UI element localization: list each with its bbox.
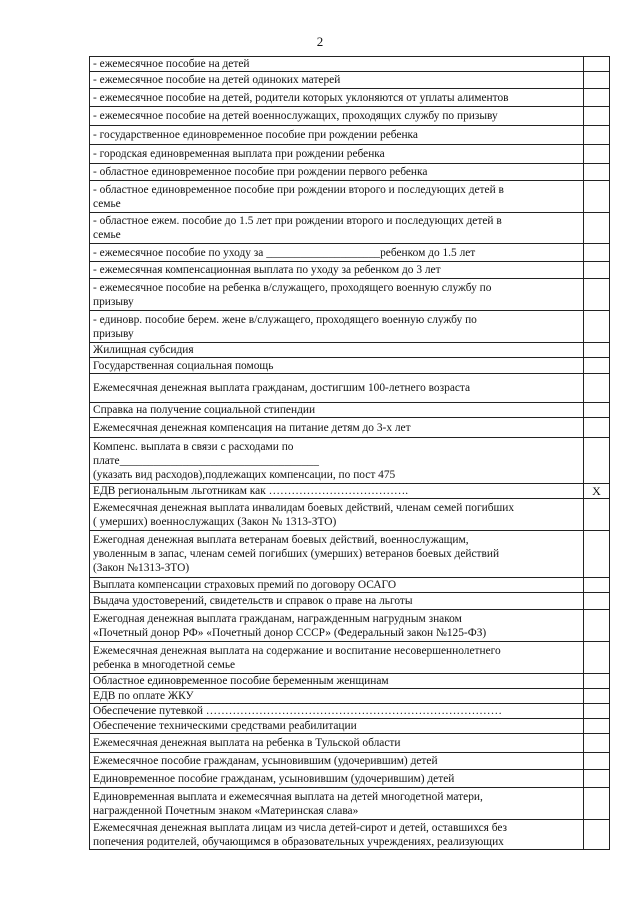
benefit-cell bbox=[90, 642, 584, 674]
benefits-table bbox=[89, 56, 610, 850]
selection-mark-cell[interactable] bbox=[584, 704, 610, 719]
benefit-cell bbox=[90, 674, 584, 689]
table-row bbox=[90, 343, 610, 358]
table-row bbox=[90, 358, 610, 374]
table-row bbox=[90, 734, 610, 753]
benefit-line: ЕДВ региональным льготникам как ………………………………. bbox=[93, 485, 409, 497]
table-row bbox=[90, 262, 610, 279]
benefit-line: Областное единовременное пособие беременным женщинам bbox=[93, 675, 389, 687]
benefit-line: Ежегодная денежная выплата ветеранам боевых действий, военнослужащим, bbox=[93, 534, 469, 546]
benefit-cell bbox=[90, 610, 584, 642]
table-row bbox=[90, 593, 610, 610]
benefit-cell bbox=[90, 126, 584, 145]
benefit-cell bbox=[90, 499, 584, 531]
benefit-cell bbox=[90, 181, 584, 213]
benefit-line: «Почетный донор РФ» «Почетный донор СССР» (Федеральный закон №125-ФЗ) bbox=[93, 626, 487, 639]
selection-mark-cell[interactable] bbox=[584, 418, 610, 438]
benefit-cell bbox=[90, 704, 584, 719]
benefit-cell bbox=[90, 770, 584, 788]
benefit-cell bbox=[90, 57, 584, 72]
selection-mark-cell[interactable] bbox=[584, 820, 610, 850]
benefit-line: семье bbox=[93, 197, 121, 210]
benefit-cell bbox=[90, 531, 584, 578]
table-row bbox=[90, 820, 610, 850]
table-row bbox=[90, 642, 610, 674]
benefit-cell bbox=[90, 262, 584, 279]
benefit-line: - ежемесячное пособие на детей bbox=[93, 58, 250, 70]
benefit-cell bbox=[90, 145, 584, 164]
benefit-line: Ежемесячная денежная выплата гражданам, достигшим 100-летнего возраста bbox=[93, 382, 471, 394]
table-row bbox=[90, 145, 610, 164]
table-row bbox=[90, 126, 610, 145]
selection-mark-cell[interactable] bbox=[584, 244, 610, 262]
benefit-line: Ежемесячная денежная выплата на содержание и воспитание несовершеннолетнего bbox=[93, 644, 501, 657]
selection-mark-cell[interactable] bbox=[584, 770, 610, 788]
benefit-cell bbox=[90, 164, 584, 181]
benefit-cell bbox=[90, 311, 584, 343]
page-number: 2 bbox=[316, 34, 324, 49]
benefit-line: - государственное единовременное пособие при рождении ребенка bbox=[93, 129, 418, 141]
benefit-line: Ежемесячная денежная компенсация на питание детям до 3-х лет bbox=[93, 421, 411, 434]
table-row bbox=[90, 89, 610, 107]
table-row bbox=[90, 72, 610, 89]
table-row bbox=[90, 484, 610, 499]
benefit-line: призыву bbox=[93, 327, 134, 340]
table-row bbox=[90, 181, 610, 213]
selection-mark-cell[interactable] bbox=[584, 126, 610, 145]
selection-mark-cell[interactable] bbox=[584, 689, 610, 704]
benefit-line: ребенка в многодетной семье bbox=[93, 658, 236, 671]
selection-mark-cell[interactable] bbox=[584, 89, 610, 107]
selection-mark-cell[interactable] bbox=[584, 164, 610, 181]
selection-mark-cell[interactable] bbox=[584, 578, 610, 593]
table-row bbox=[90, 499, 610, 531]
benefit-line: - ежемесячное пособие на ребенка в/служащего, проходящего военную службу по bbox=[93, 281, 492, 294]
benefit-line: - ежемесячное пособие на детей одиноких матерей bbox=[93, 74, 341, 86]
benefit-line: Обеспечение путевкой …………………………………………………………………… bbox=[93, 705, 502, 717]
table-row bbox=[90, 244, 610, 262]
benefit-line: ( умерших) военнослужащих (Закон № 1313-ЗТО) bbox=[93, 515, 337, 528]
benefit-line: - ежемесячное пособие на детей, родители которых уклоняются от уплаты алиментов bbox=[93, 91, 509, 104]
selection-mark-cell[interactable] bbox=[584, 734, 610, 753]
benefit-cell bbox=[90, 418, 584, 438]
benefit-line: плате___________________________________ bbox=[93, 454, 319, 467]
table-row bbox=[90, 418, 610, 438]
table-row bbox=[90, 57, 610, 72]
benefit-line: Жилищная субсидия bbox=[93, 344, 194, 356]
benefit-line: (указать вид расходов),подлежащих компенсации, по пост 475 bbox=[93, 468, 396, 481]
selection-mark-cell[interactable] bbox=[584, 213, 610, 244]
selection-mark-cell[interactable] bbox=[584, 107, 610, 126]
benefit-line: Компенс. выплата в связи с расходами по bbox=[93, 440, 294, 453]
benefit-cell bbox=[90, 72, 584, 89]
benefit-line: Единовременная выплата и ежемесячная выплата на детей многодетной матери, bbox=[93, 790, 483, 803]
benefit-cell bbox=[90, 719, 584, 734]
table-row bbox=[90, 531, 610, 578]
benefit-line: - единовр. пособие берем. жене в/служащего, проходящего военную службу по bbox=[93, 313, 477, 326]
selection-mark-cell[interactable] bbox=[584, 311, 610, 343]
selection-mark-cell[interactable] bbox=[584, 531, 610, 578]
selection-mark-cell[interactable] bbox=[584, 788, 610, 820]
benefit-cell bbox=[90, 403, 584, 418]
table-row bbox=[90, 610, 610, 642]
benefit-line: Ежемесячная денежная выплата инвалидам боевых действий, членам семей погибших bbox=[93, 501, 515, 514]
table-row bbox=[90, 403, 610, 418]
table-row bbox=[90, 719, 610, 734]
benefit-line: Обеспечение техническими средствами реабилитации bbox=[93, 720, 357, 732]
selection-mark-cell[interactable] bbox=[584, 438, 610, 484]
selection-mark-cell[interactable] bbox=[584, 279, 610, 311]
benefit-line: - ежемесячное пособие на детей военнослужащих, проходящих службу по призыву bbox=[93, 110, 498, 122]
benefits-table-body bbox=[90, 57, 610, 850]
benefit-line: семье bbox=[93, 229, 121, 241]
benefit-cell bbox=[90, 279, 584, 311]
benefit-cell bbox=[90, 788, 584, 820]
benefit-cell bbox=[90, 438, 584, 484]
benefit-line: ЕДВ по оплате ЖКУ bbox=[93, 690, 194, 702]
table-row bbox=[90, 374, 610, 403]
benefit-cell bbox=[90, 244, 584, 262]
benefit-cell bbox=[90, 107, 584, 126]
benefit-line: Государственная социальная помощь bbox=[93, 359, 274, 372]
selection-mark-cell[interactable] bbox=[584, 57, 610, 72]
selection-mark-cell[interactable] bbox=[584, 403, 610, 418]
selection-mark-cell[interactable] bbox=[584, 72, 610, 89]
benefit-cell bbox=[90, 578, 584, 593]
benefit-cell bbox=[90, 89, 584, 107]
benefit-line: уволенным в запас, членам семей погибших (умерших) ветеранов боевых действий bbox=[93, 548, 500, 560]
benefit-cell bbox=[90, 689, 584, 704]
benefit-line: попечения родителей, обучающимся в образовательных учреждениях, реализующих bbox=[93, 835, 504, 848]
benefit-line: Выплата компенсации страховых премий по договору ОСАГО bbox=[93, 579, 397, 591]
selection-mark-cell[interactable] bbox=[584, 145, 610, 164]
benefit-line: - ежемесячное пособие по уходу за ____________________ребенком до 1.5 лет bbox=[93, 246, 476, 259]
table-row bbox=[90, 311, 610, 343]
benefit-line: Ежегодная денежная выплата гражданам, награжденным нагрудным знаком bbox=[93, 612, 462, 625]
benefit-cell bbox=[90, 820, 584, 850]
selection-mark-cell[interactable] bbox=[584, 343, 610, 358]
table-row bbox=[90, 704, 610, 719]
benefit-line: - городская единовременная выплата при рождении ребенка bbox=[93, 148, 385, 160]
table-row bbox=[90, 788, 610, 820]
benefit-line: Ежемесячная денежная выплата на ребенка в Тульской области bbox=[93, 737, 401, 749]
benefit-cell bbox=[90, 734, 584, 753]
selection-mark-cell[interactable] bbox=[584, 374, 610, 403]
benefit-line: Выдача удостоверений, свидетельств и справок о праве на льготы bbox=[93, 595, 413, 607]
table-row bbox=[90, 438, 610, 484]
selection-mark-cell[interactable] bbox=[584, 642, 610, 674]
selection-mark-cell[interactable] bbox=[584, 610, 610, 642]
selection-mark-cell[interactable] bbox=[584, 674, 610, 689]
table-row bbox=[90, 689, 610, 704]
benefit-line: (Закон №1313-ЗТО) bbox=[93, 562, 190, 574]
benefit-line: призыву bbox=[93, 295, 134, 308]
benefit-line: Ежемесячная денежная выплата лицам из числа детей-сирот и детей, оставшихся без bbox=[93, 821, 508, 834]
benefit-cell bbox=[90, 484, 584, 499]
benefit-cell bbox=[90, 213, 584, 244]
table-row bbox=[90, 578, 610, 593]
table-row bbox=[90, 753, 610, 770]
benefit-cell bbox=[90, 358, 584, 374]
table-row bbox=[90, 107, 610, 126]
selection-mark-cell[interactable] bbox=[584, 719, 610, 734]
table-row bbox=[90, 770, 610, 788]
benefit-line: - ежемесячная компенсационная выплата по уходу за ребенком до 3 лет bbox=[93, 264, 441, 276]
benefit-line: Справка на получение социальной стипендии bbox=[93, 404, 316, 416]
benefit-line: - областное ежем. пособие до 1.5 лет при рождении второго и последующих детей в bbox=[93, 215, 502, 227]
selection-mark-cell[interactable] bbox=[584, 593, 610, 610]
benefit-line: - областное единовременное пособие при рождении первого ребенка bbox=[93, 166, 428, 178]
benefit-line: Единовременное пособие гражданам, усыновившим (удочерившим) детей bbox=[93, 772, 455, 785]
table-row bbox=[90, 674, 610, 689]
selection-mark-cell[interactable] bbox=[584, 753, 610, 770]
benefit-line: награжденной Почетным знаком «Материнская слава» bbox=[93, 804, 359, 817]
benefit-line: Ежемесячное пособие гражданам, усыновившим (удочерившим) детей bbox=[93, 755, 438, 767]
selection-mark-cell[interactable] bbox=[584, 499, 610, 531]
benefit-line: - областное единовременное пособие при рождении второго и последующих детей в bbox=[93, 183, 504, 196]
selection-mark-cell[interactable]: X bbox=[584, 484, 610, 499]
benefit-cell bbox=[90, 593, 584, 610]
table-row bbox=[90, 279, 610, 311]
selection-mark-cell[interactable] bbox=[584, 262, 610, 279]
benefit-cell bbox=[90, 343, 584, 358]
selection-mark-cell[interactable] bbox=[584, 181, 610, 213]
table-row bbox=[90, 213, 610, 244]
table-row bbox=[90, 164, 610, 181]
benefit-cell bbox=[90, 753, 584, 770]
selection-mark-cell[interactable] bbox=[584, 358, 610, 374]
benefit-cell bbox=[90, 374, 584, 403]
